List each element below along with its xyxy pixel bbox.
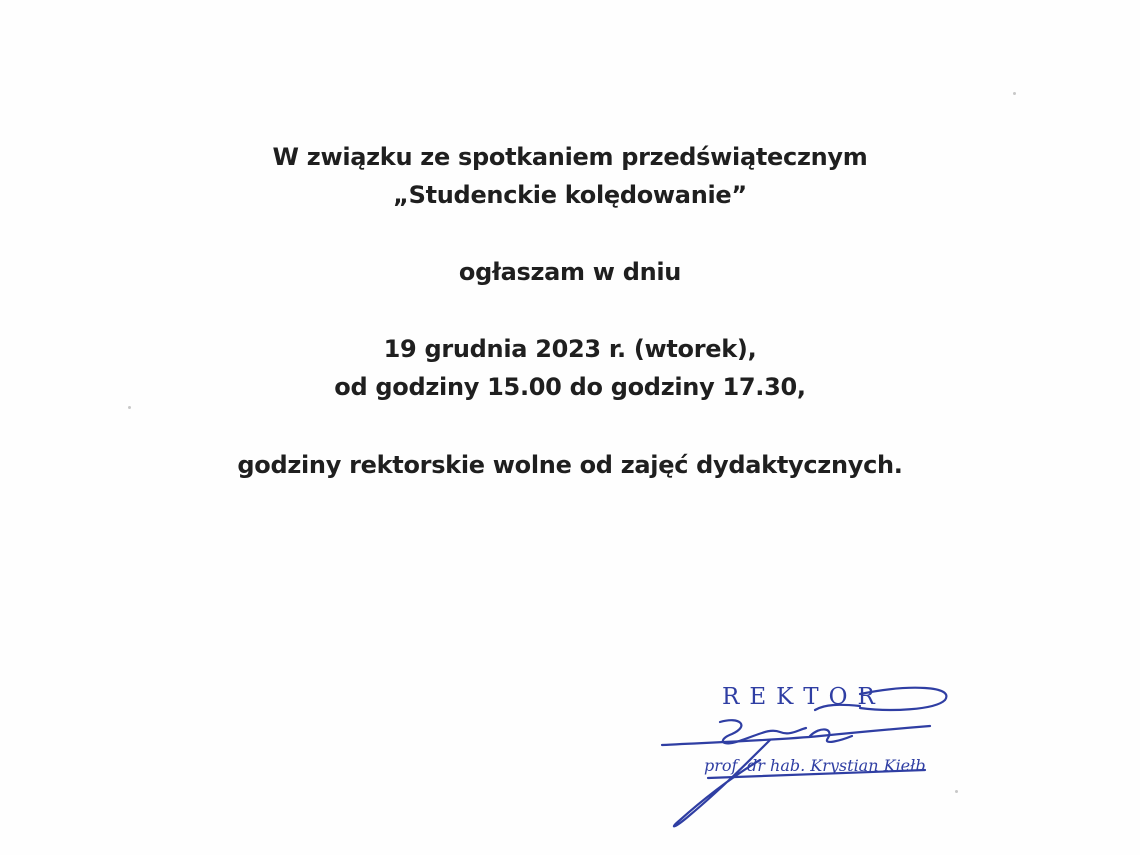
heading-line-2: „Studenckie kolędowanie” xyxy=(393,181,747,209)
announcement xyxy=(0,253,1140,291)
date-line: 19 grudnia 2023 r. (wtorek), xyxy=(383,335,757,363)
scan-speck xyxy=(128,406,131,409)
date-block xyxy=(0,330,1140,406)
heading xyxy=(0,138,1140,214)
rector-stamp xyxy=(620,670,980,840)
scan-speck xyxy=(1013,92,1016,95)
closing xyxy=(0,446,1140,484)
signature-icon xyxy=(620,670,980,840)
stamp-title: REKTOR xyxy=(722,684,885,710)
announcement-text: ogłaszam w dniu xyxy=(458,258,682,286)
stamp-name: prof. dr hab. Krystian Kiełb xyxy=(704,756,926,775)
scan-speck xyxy=(955,790,958,793)
heading-line-1: W związku ze spotkaniem przedświątecznym xyxy=(272,143,868,171)
time-line: od godziny 15.00 do godziny 17.30, xyxy=(334,373,806,401)
closing-text: godziny rektorskie wolne od zajęć dydaktycznych. xyxy=(237,451,903,479)
